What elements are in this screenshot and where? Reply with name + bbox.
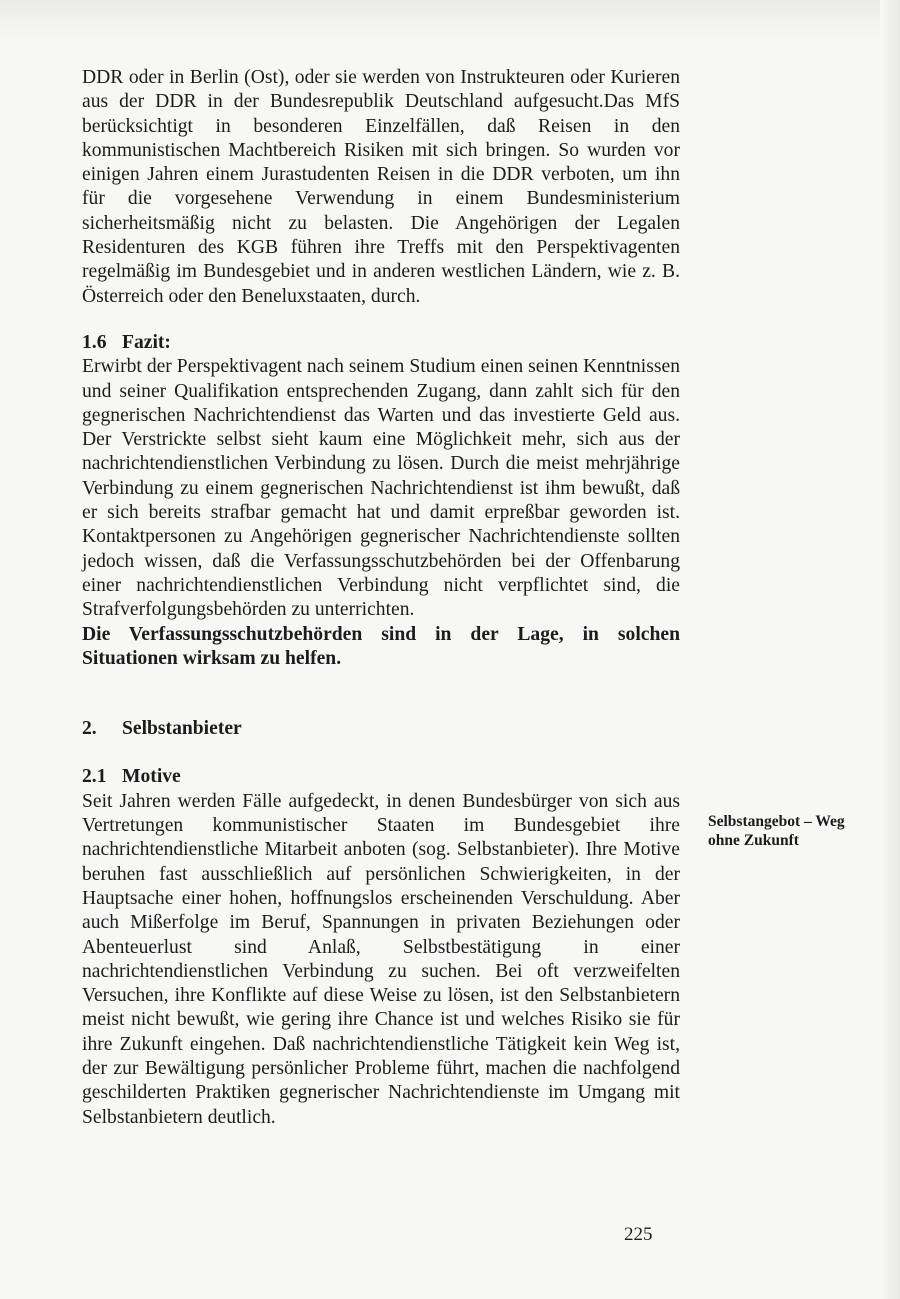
scan-top-shadow: [0, 0, 900, 45]
scan-right-edge: [880, 0, 900, 1299]
heading-number: 1.6: [82, 331, 107, 353]
paragraph-intro: DDR oder in Berlin (Ost), oder sie werden von Instrukteuren oder Kurieren aus der DDR in der Bundesrepublik Deutschland aufgesucht.Das MfS berücksichtigt in besonderen Einzelfällen, daß Reisen in den kommunistischen Machtbereich Risiken mit sich bringen. So wurden vor einigen Jahren einem Jurastudenten Reisen in die DDR verboten, um ihn für die vorgesehene Verwendung in einem Bundesministerium sicherheitsmäßig nicht zu belasten. Die Angehörigen der Legalen Residenturen des KGB führen ihre Treffs mit den Perspektivagenten regelmäßig im Bundesgebiet und in anderen westlichen Ländern, wie z. B. Österreich oder den Beneluxstaaten, durch.: [82, 67, 680, 307]
bold-statement: Die Verfassungsschutzbehörden sind in der Lage, in solchen Situationen wirksam zu helfen.: [82, 623, 680, 669]
paragraph-motive: Seit Jahren werden Fälle aufgedeckt, in denen Bundesbürger von sich aus Vertretungen kommunistischer Staaten im Bundesgebiet ihre nachrichtendienstliche Mitarbeit anboten (sog. Selbstanbieter). Ihre Motive beruhen fast ausschließlich auf persönlichen Schwierigkeiten, in der Hauptsache einer hohen, hoffnungslos erscheinenden Verschuldung. Aber auch Mißerfolge im Beruf, Spannungen in privaten Beziehungen oder Abenteuerlust sind Anlaß, Selbstbestätigung in einer nachrichtendienstlichen Verbindung zu suchen. Bei oft verzweifelten Versuchen, ihre Konflikte auf diese Weise zu lösen, ist den Selbstanbietern meist nicht bewußt, wie gering ihre Chance ist und welches Risiko sie für ihre Zukunft eingehen. Daß nachrichtendienstliche Tätigkeit kein Weg ist, der zur Bewältigung persönlicher Probleme führt, machen die nachfolgend geschilderten Praktiken gegnerischer Nachrichtendienste im Umgang mit Selbstanbietern deutlich.: [82, 790, 680, 1128]
margin-note: Selbstangebot – Weg ohne Zukunft: [708, 813, 845, 849]
heading-title: Fazit:: [122, 331, 171, 353]
heading-1-6: [82, 331, 680, 355]
heading-title: Selbstanbieter: [122, 718, 242, 740]
heading-2-1: [82, 765, 680, 789]
heading-number: 2.1: [82, 766, 107, 788]
page-number: 225: [624, 1224, 653, 1245]
page-body: [82, 66, 680, 1130]
paragraph-fazit: Erwirbt der Perspektivagent nach seinem Studium einen seinen Kenntnissen und seiner Qualifikation entsprechenden Zugang, dann zahlt sich für den gegnerischen Nachrichtendienst das Warten und das investierte Geld aus. Der Verstrickte selbst sieht kaum eine Möglichkeit mehr, sich aus der nachrichtendienstlichen Verbindung zu lösen. Durch die meist mehrjährige Verbindung zu einem gegnerischen Nachrichtendienst ist ihm bewußt, daß er sich bereits strafbar gemacht hat und damit erpreßbar geworden ist. Kontaktpersonen zu Angehörigen gegnerischer Nachrichtendienste sollten jedoch wissen, daß die Verfassungsschutzbehörden bei der Offenbarung einer nachrichtendienstlichen Verbindung nicht verpflichtet sind, die Strafverfolgungsbehörden zu unterrichten.: [82, 356, 680, 621]
heading-number: 2.: [82, 718, 97, 740]
heading-title: Motive: [122, 766, 181, 788]
heading-2: [82, 717, 680, 741]
